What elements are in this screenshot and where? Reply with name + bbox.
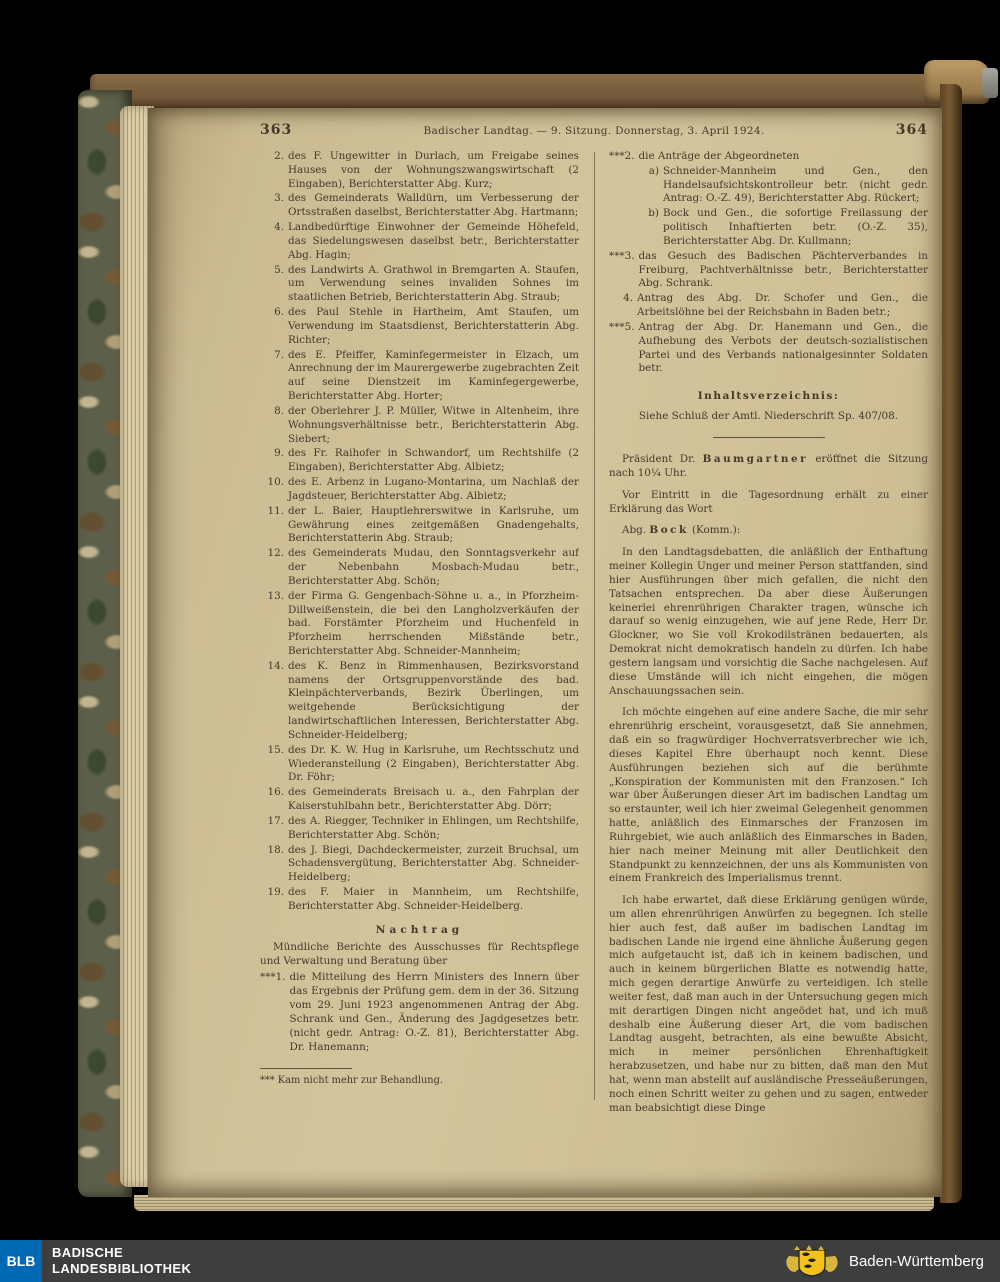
item-text: des A. Riegger, Techniker in Ehlingen, um Rechtshilfe, Berichterstatter Abg. Schön; [288,814,579,841]
item-text: das Gesuch des Badischen Pächterverbandes in Freiburg, Pachtverhältnisse betr., Berichterstatter Abg. Schrank. [638,249,928,290]
item-text: des K. Benz in Rimmenhausen, Bezirksvorstand namens der Ortsgruppenvorstände des bad. Kleinpächterverbands, Bezirk Überlingen, um weitgehende Berücksichtigung der landwirtschaftlichen Interessen, Berichterstatter Abg. Schneider-Heidelberg; [288,659,579,741]
item-number: 4. [274,221,284,234]
item-text: die Anträge der Abgeordneten [638,150,800,162]
agenda-item [260,547,579,588]
item-number: 11. [267,504,284,517]
left-page-number: 363 [260,122,293,138]
item-number: 15. [267,743,284,756]
scanned-book [78,62,962,1213]
text-columns [260,150,928,1160]
item-text: des F. Maier in Mannheim, um Rechtshilfe, Berichterstatter Abg. Schneider-Heidelberg. [288,886,579,912]
item-text: des Gemeinderats Mudau, den Sonntagsverkehr auf der Nebenbahn Mosbach-Mudau betr., Berichterstatter Abg. Schön; [288,547,579,587]
president-post: eröffnet die Sitzung nach 10¼ Uhr. [609,453,928,479]
footnote-text: *** Kam nicht mehr zur Behandlung. [260,1075,443,1087]
bw-logo[interactable] [783,1244,984,1278]
inhaltsverzeichnis-heading: Inhaltsverzeichnis: [697,390,840,403]
speech-paragraph: In den Landtagsdebatten, die anläßlich der Enthaftung meiner Kollegin Unger und meiner Person stattfanden, sind hier Ausführungen über mich gefallen, die nicht den Tatsachen entsprechen. Da aber diese Äußerungen keinerlei ehrenrührigen Charakter tragen, wünsche ich darauf so wenig einzugehen, wie auf jene Rede, Herr Dr. Glockner, wo Sie voll Krokodilstränen bedauerten, als Demokrat nicht demokratisch handeln zu dürfen. Ich habe gestern langsam und vorsichtig die Sache nachgelesen. Auf diese Umstände will ich nicht eingehen, die mögen Anschauungssachen sein. [609,546,928,697]
item-number: 14. [267,659,284,672]
item-text: des Paul Stehle in Hartheim, Amt Staufen, um Verwendung im Staatsdienst, Berichterstatterin Abg. Richter; [288,306,579,346]
footnote-rule [260,1068,352,1069]
agenda-item [260,349,579,404]
viewer-footer-bar [0,1240,1000,1282]
president-name: Baumgartner [702,453,809,466]
agenda-item [260,306,579,347]
item-number: b) [648,207,659,220]
item-text: des Dr. K. W. Hug in Karlsruhe, um Rechtsschutz und Wiederanstellung (2 Eingaben), Berichterstatter Abg. Dr. Föhr; [288,743,579,784]
item-number: ***5. [609,320,635,333]
running-title: Badischer Landtag. — 9. Sitzung. Donnerstag, 3. April 1924. [423,125,765,137]
inhaltsverzeichnis-text: Siehe Schluß der Amtl. Niederschrift Sp. 407/08. [638,410,899,423]
agenda-item [260,150,579,191]
library-name-line1: BADISCHE [52,1245,124,1261]
item-text: Schneider-Mannheim und Gen., den Handelsaufsichtskontrolleur betr. (nicht gedr. Antrag: O.-Z. 49), Berichterstatter Abg. Rückert; [663,164,928,205]
agenda-item [260,815,579,843]
speaker-post: (Komm.): [688,524,741,537]
item-text: der Firma G. Gengenbach-Söhne u. a., in Pforzheim-Dillweißenstein, die bei den Langholzverkäufen der bad. Forstämter Pforzheim und Huchenfeld in Pforzheim herrschenden Mißstände betr., Berichterstatter Abg. Schneider-Mannheim; [288,589,579,657]
agenda-item [260,786,579,814]
item-text: des J. Biegi, Dachdeckermeister, zurzeit Bruchsal, um Schadensvergütung, Berichterstatter Abg. Schneider-Heidelberg; [288,843,579,884]
agenda-item [609,292,928,320]
item-number: 12. [267,547,284,560]
item-text: des Fr. Raihofer in Schwandorf, um Rechtshilfe (2 Eingaben), Berichterstatter Abg. Albietz; [288,447,579,474]
item-text: des Gemeinderats Walldürn, um Verbesserung der Ortsstraßen daselbst, Berichterstatter Abg. Hartmann; [288,192,579,219]
agenda-item [260,405,579,446]
item-number: 2. [274,150,284,162]
item-number: 16. [267,786,284,799]
item-number: 4. [623,292,633,305]
item-number: 6. [274,306,284,319]
agenda-item [609,250,928,291]
item-text: des E. Pfeiffer, Kaminfegermeister in Elzach, um Anrechnung der im Maurergewerbe zugebrachten Zeit auf seine Dienstzeit im Kaminfegergewerbe, Berichterstatter Abg. Horter; [288,348,579,403]
book-spine-cap [982,68,998,98]
left-column [260,150,579,1160]
item-text: des F. Ungewitter in Durlach, um Freigabe seines Hauses von der Wohnungszwangswirtschaft (2 Eingaben), Berichterstatter Abg. Kurz; [288,150,579,190]
library-name-line2: LANDESBIBLIOTHEK [52,1261,192,1276]
nachtrag-heading: Nachtrag [375,923,464,936]
president-pre: Präsident Dr. [622,453,703,466]
speech-paragraph: Ich habe erwartet, daß diese Erklärung genügen würde, um allen ehrenrührigen Anwürfen zu begegnen. Ich stelle hier auch fest, daß außer im badischen Landtag im badischen Lande nie irgend eine ähnliche Äußerung gegen mich aufgetaucht ist, daß ich in keinem badischen, und auch in keinem bürgerlichen Blatte es notwendig hatte, mich gegen derartige Anwürfe zu verteidigen. Ich stelle weiter fest, daß man auch in der Untersuchung gegen mich mit derartigen Dingen nicht angeödet hat, und ich muß deshalb eine Äußerung dieser Art, die vom badischen Landtag ausgeht, betrachten, als eine bewußte Absicht, mich in meiner persönlichen Ehrenhaftigkeit herabzusetzen, und habe nur zu bitten, daß man den Mut hat, wenn man abstellt auf ausländische Presseäußerungen, noch einen Schritt weiter zu gehen und zu sagen, entweder man beabsichtigt diese Dinge [609,894,928,1114]
agenda-item [260,886,579,914]
agenda-subitem [635,165,928,206]
agenda-item [260,844,579,885]
item-text: Landbedürftige Einwohner der Gemeinde Höhefeld, das Siedelungswesen daselbst betr., Berichterstatter Abg. Hagin; [288,221,579,261]
item-number: 3. [274,192,284,205]
speaker-line [609,524,928,538]
agenda-item [260,744,579,785]
agenda-item [260,264,579,305]
item-text: die Mitteilung des Herrn Ministers des Innern über das Ergebnis der Prüfung gem. dem in der 36. Sitzung vom 29. Juni 1923 angenommenen Antrag der Abg. Schrank und Gen., Änderung des Jagdgesetzes betr. (nicht gedr. Antrag: O.-Z. 81), Berichterstatter Abg. Dr. Hanemann; [289,971,579,1053]
item-text: der L. Baier, Hauptlehrerswitwe in Karlsruhe, um Gewährung eines zeitgemäßen Gnadengehalts, Berichterstatterin Abg. Straub; [288,504,579,545]
item-number: 17. [267,814,284,827]
item-text: des E. Arbenz in Lugano-Montarina, um Nachlaß der Jagdsteuer, Berichterstatter Abg. Albietz; [288,476,579,502]
item-text: Antrag der Abg. Dr. Hanemann und Gen., die Aufhebung des Verbots der deutsch-sozialistischen Partei und des Verbands nationalgesinnter Soldaten betr. [638,320,928,375]
nachtrag-item [260,971,579,1054]
session-intro: Vor Eintritt in die Tagesordnung erhält zu einer Erklärung das Wort [609,488,928,515]
agenda-subitem [635,207,928,248]
item-text: Antrag des Abg. Dr. Schofer und Gen., die Arbeitslöhne bei der Reichsbahn in Baden betr.; [637,292,928,319]
speaker-pre: Abg. [622,524,650,537]
right-page-number: 364 [895,122,928,138]
page-content [260,122,928,1187]
item-number: 8. [274,404,284,417]
blb-logo-icon: BLB [0,1240,42,1282]
state-name: Baden-Württemberg [848,1252,984,1270]
item-number: 7. [274,348,284,361]
item-number: 19. [267,886,284,899]
nachtrag-intro: Mündliche Berichte des Ausschusses für Rechtspflege und Verwaltung und Beratung über [260,940,579,967]
speech-paragraph: Ich möchte eingehen auf eine andere Sache, die mir sehr ehrenrührig erscheint, vorausgesetzt, daß Sie annehmen, daß ein so fragwürdiger Hochverratsverbrecher wie ich, dieses Kapitel Ehre überhaupt noch kennt. Diese Ausführungen beziehen sich auf die berühmte „Konspiration der Kommunisten mit den Franzosen.“ Ich war über Äußerungen dieser Art im badischen Landtag um so erstaunter, weil ich hier zweimal Gelegenheit genommen hatte, anläßlich des Einmarsches der Franzosen im Ruhrgebiet, wie auch anläßlich des Einmarsches in Baden, hier nach meiner Meinung mit aller Deutlichkeit den Standpunkt zu kennzeichnen, der uns als Kommunisten von einem Frankreich des Imperialismus trennt. [609,706,928,885]
library-name [52,1245,191,1276]
president-line [609,453,928,481]
item-text: des Gemeinderats Breisach u. a., den Fahrplan der Kaiserstuhlbahn betr., Berichterstatter Abg. Dörr; [288,786,579,813]
item-number: ***1. [260,971,286,984]
speaker-name: Bock [649,524,689,537]
item-number: 10. [267,476,284,489]
item-number: 13. [267,589,284,602]
agenda-item [260,660,579,743]
book-cover-right-edge [940,84,962,1203]
agenda-item [260,447,579,475]
bw-coat-of-arms-icon [783,1244,841,1278]
item-number: ***3. [609,249,635,262]
agenda-item [260,476,579,504]
item-text: des Landwirts A. Grathwol in Bremgarten A. Staufen, um Verwendung seines invaliden Sohnes im staatlichen Betrieb, Berichterstatterin Abg. Straub; [288,263,579,304]
right-column [609,150,928,1160]
item-text: Bock und Gen., die sofortige Freilassung der politisch Inhaftierten betr. (O.-Z. 35), Berichterstatter Abg. Dr. Kullmann; [663,207,928,247]
page-header [260,122,928,138]
item-number: a) [648,164,659,177]
agenda-item [260,590,579,659]
section-rule [713,437,825,438]
page-bottom-edges [134,1195,934,1211]
book-page [148,108,942,1197]
item-number: 18. [267,843,284,856]
agenda-item [260,192,579,220]
item-text: der Oberlehrer J. P. Müller, Witwe in Altenheim, ihre Wohnungsverhältnisse betr., Berichterstatterin Abg. Siebert; [288,404,579,445]
agenda-item [260,505,579,546]
agenda-item [609,150,928,164]
agenda-item [609,321,928,376]
item-number: ***2. [609,150,635,162]
blb-logo[interactable] [0,1240,191,1282]
item-number: 9. [274,447,284,460]
column-divider [594,152,595,1100]
agenda-item [260,221,579,262]
item-number: 5. [274,263,284,276]
